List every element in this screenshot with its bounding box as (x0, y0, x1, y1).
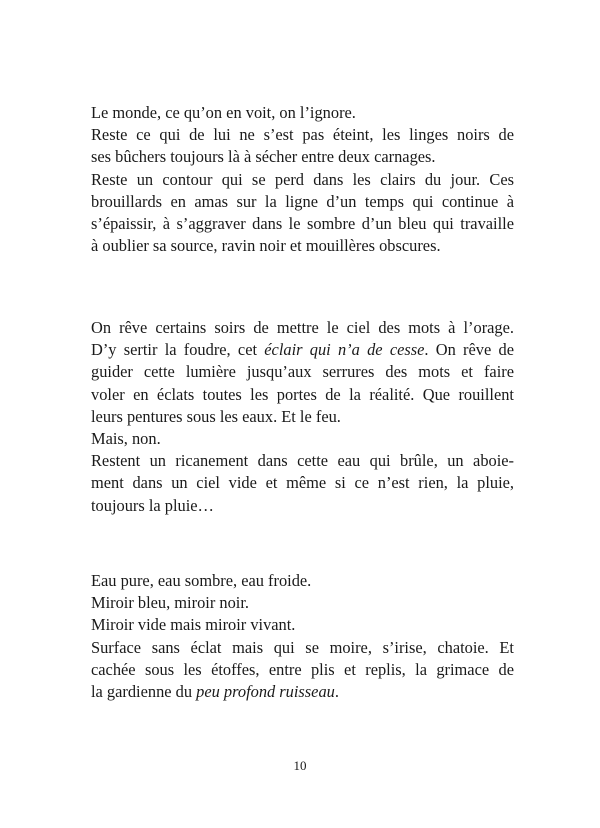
text-line: voler en éclats toutes les portes de la réalité. Que rouillent (91, 384, 514, 404)
text-line: Miroir vide mais miroir vivant. (91, 615, 296, 635)
text-line: cachée sous les étoffes, entre plis et replis, la grimace de (91, 659, 514, 679)
text-line: On rêve certains soirs de mettre le ciel des mots à l’orage. (91, 318, 514, 337)
paragraph-1 (91, 102, 514, 257)
text-line: à oublier sa source, ravin noir et mouillères obscures. (91, 236, 441, 256)
italic-quote: peu profond ruisseau (196, 682, 335, 702)
paragraph-2 (91, 317, 514, 517)
text-run: D’y sertir la foudre, cet (91, 340, 265, 360)
text-line: Le monde, ce qu’on en voit, on l’ignore. (91, 103, 356, 122)
text-line: leurs pentures sous les eaux. Et le feu. (91, 406, 341, 426)
text-run: la gardienne du (91, 682, 197, 702)
text-line: Reste ce qui de lui ne s’est pas éteint, les linges noirs de (91, 125, 514, 145)
text-line: Miroir bleu, miroir noir. (91, 593, 249, 613)
text-run: . (334, 682, 339, 702)
text-line (91, 681, 514, 703)
paragraph-3 (91, 570, 514, 703)
italic-quote: éclair qui n’a de cesse (264, 340, 425, 360)
text-line: Eau pure, eau sombre, eau froide. (91, 571, 312, 590)
text-run: . On rêve de (424, 340, 514, 360)
text-line: Reste un contour qui se perd dans les clairs du jour. Ces (91, 169, 514, 189)
text-line: guider cette lumière jusqu’aux serrures des mots et faire (91, 362, 514, 382)
text-line: Restent un ricanement dans cette eau qui brûle, un aboie- (91, 451, 514, 471)
text-line: Surface sans éclat mais qui se moire, s’irise, chatoie. Et (91, 637, 514, 657)
text-line: ment dans un ciel vide et même si ce n’est rien, la pluie, (91, 473, 514, 493)
text-line: ses bûchers toujours là à sécher entre deux carnages. (91, 147, 436, 167)
text-line: Mais, non. (91, 429, 161, 449)
text-line (91, 339, 514, 361)
text-line: toujours la pluie… (91, 495, 214, 515)
page-number: 10 (293, 758, 307, 773)
text-line: s’épaissir, à s’aggraver dans le sombre d’un bleu qui travaille (91, 214, 514, 234)
text-line: brouillards en amas sur la ligne d’un temps qui continue à (91, 191, 514, 211)
